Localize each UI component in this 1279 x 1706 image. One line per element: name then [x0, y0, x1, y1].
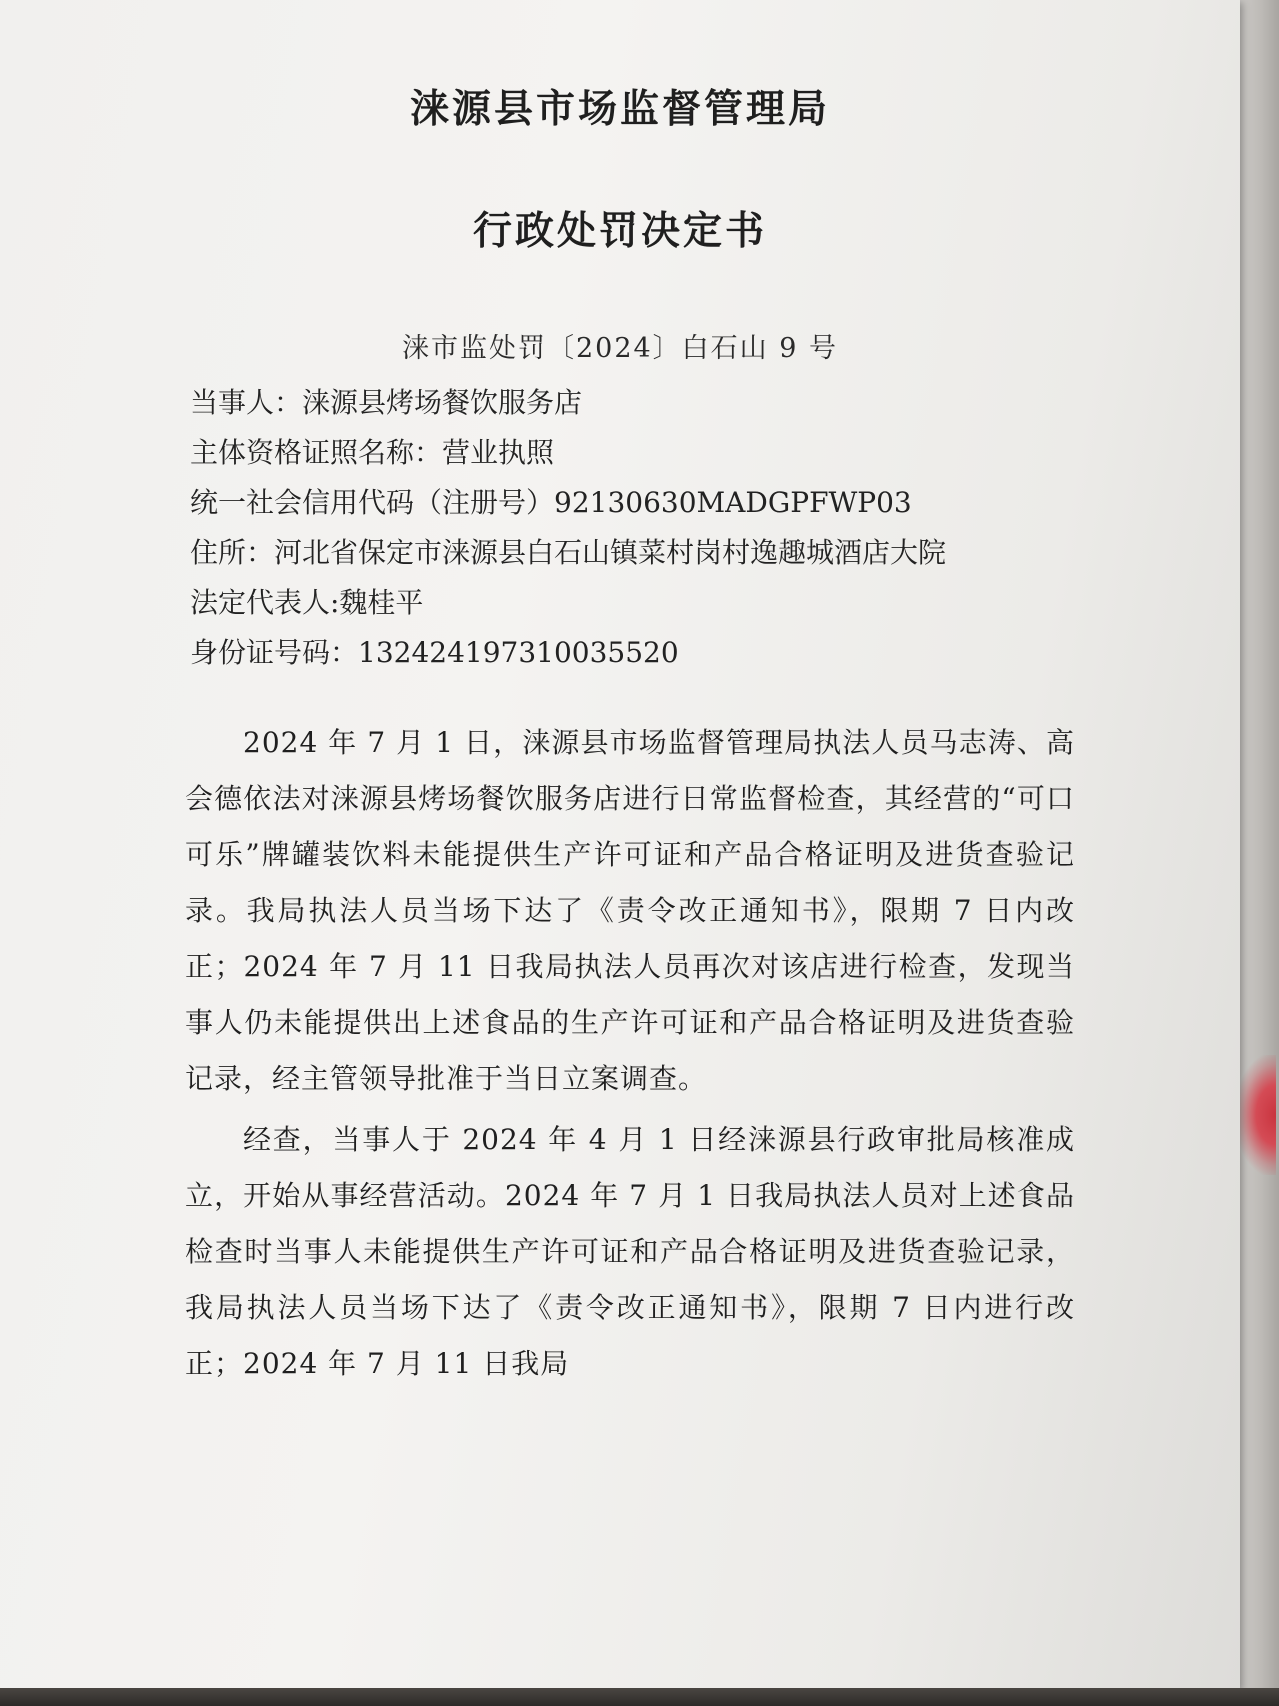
document-title: 行政处罚决定书	[472, 209, 767, 254]
party-info-block	[190, 378, 1070, 678]
agency-heading: 涞源县市场监督管理局	[409, 87, 830, 132]
underlying-paper-edge	[1235, 0, 1279, 1706]
id-number: 身份证号码：132424197310035520	[190, 636, 679, 669]
party-address: 住所：河北省保定市涞源县白石山镇菜村岗村逸趣城酒店大院	[190, 536, 947, 569]
paragraph-investigation: 经查，当事人于 2024 年 4 月 1 日经涞源县行政审批局核准成立，开始从事经营活动。2024 年 7 月 1 日我局执法人员对上述食品检查时当事人未能提供生产许可证和产品合格证明及进货查验记录，我局执法人员当场下达了《责令改正通知书》，限期 7 日内进行改正；2024 年 7 月 11 日我局	[185, 1123, 1075, 1380]
party-name: 当事人：涞源县烤场餐饮服务店	[190, 386, 583, 419]
paragraph-case-origin: 2024 年 7 月 1 日，涞源县市场监督管理局执法人员马志涛、高会德依法对涞源县烤场餐饮服务店进行日常监督检查，其经营的“可口可乐”牌罐装饮料未能提供生产许可证和产品合格证明及进货查验记录。我局执法人员当场下达了《责令改正通知书》，限期 7 日内改正；2024 年 7 月 11 日我局执法人员再次对该店进行检查，发现当事人仍未能提供出上述食品的生产许可证和产品合格证明及进货查验记录，经主管领导批准于当日立案调查。	[185, 726, 1075, 1095]
document-number: 涞市监处罚〔2024〕白石山 9 号	[401, 333, 839, 364]
license-type: 主体资格证照名称：营业执照	[190, 436, 555, 469]
credit-code: 统一社会信用代码（注册号）92130630MADGPFWP03	[190, 486, 912, 519]
red-seal-edge	[1236, 1055, 1276, 1175]
legal-representative: 法定代表人:魏桂平	[190, 586, 424, 619]
table-surface	[0, 1688, 1279, 1706]
